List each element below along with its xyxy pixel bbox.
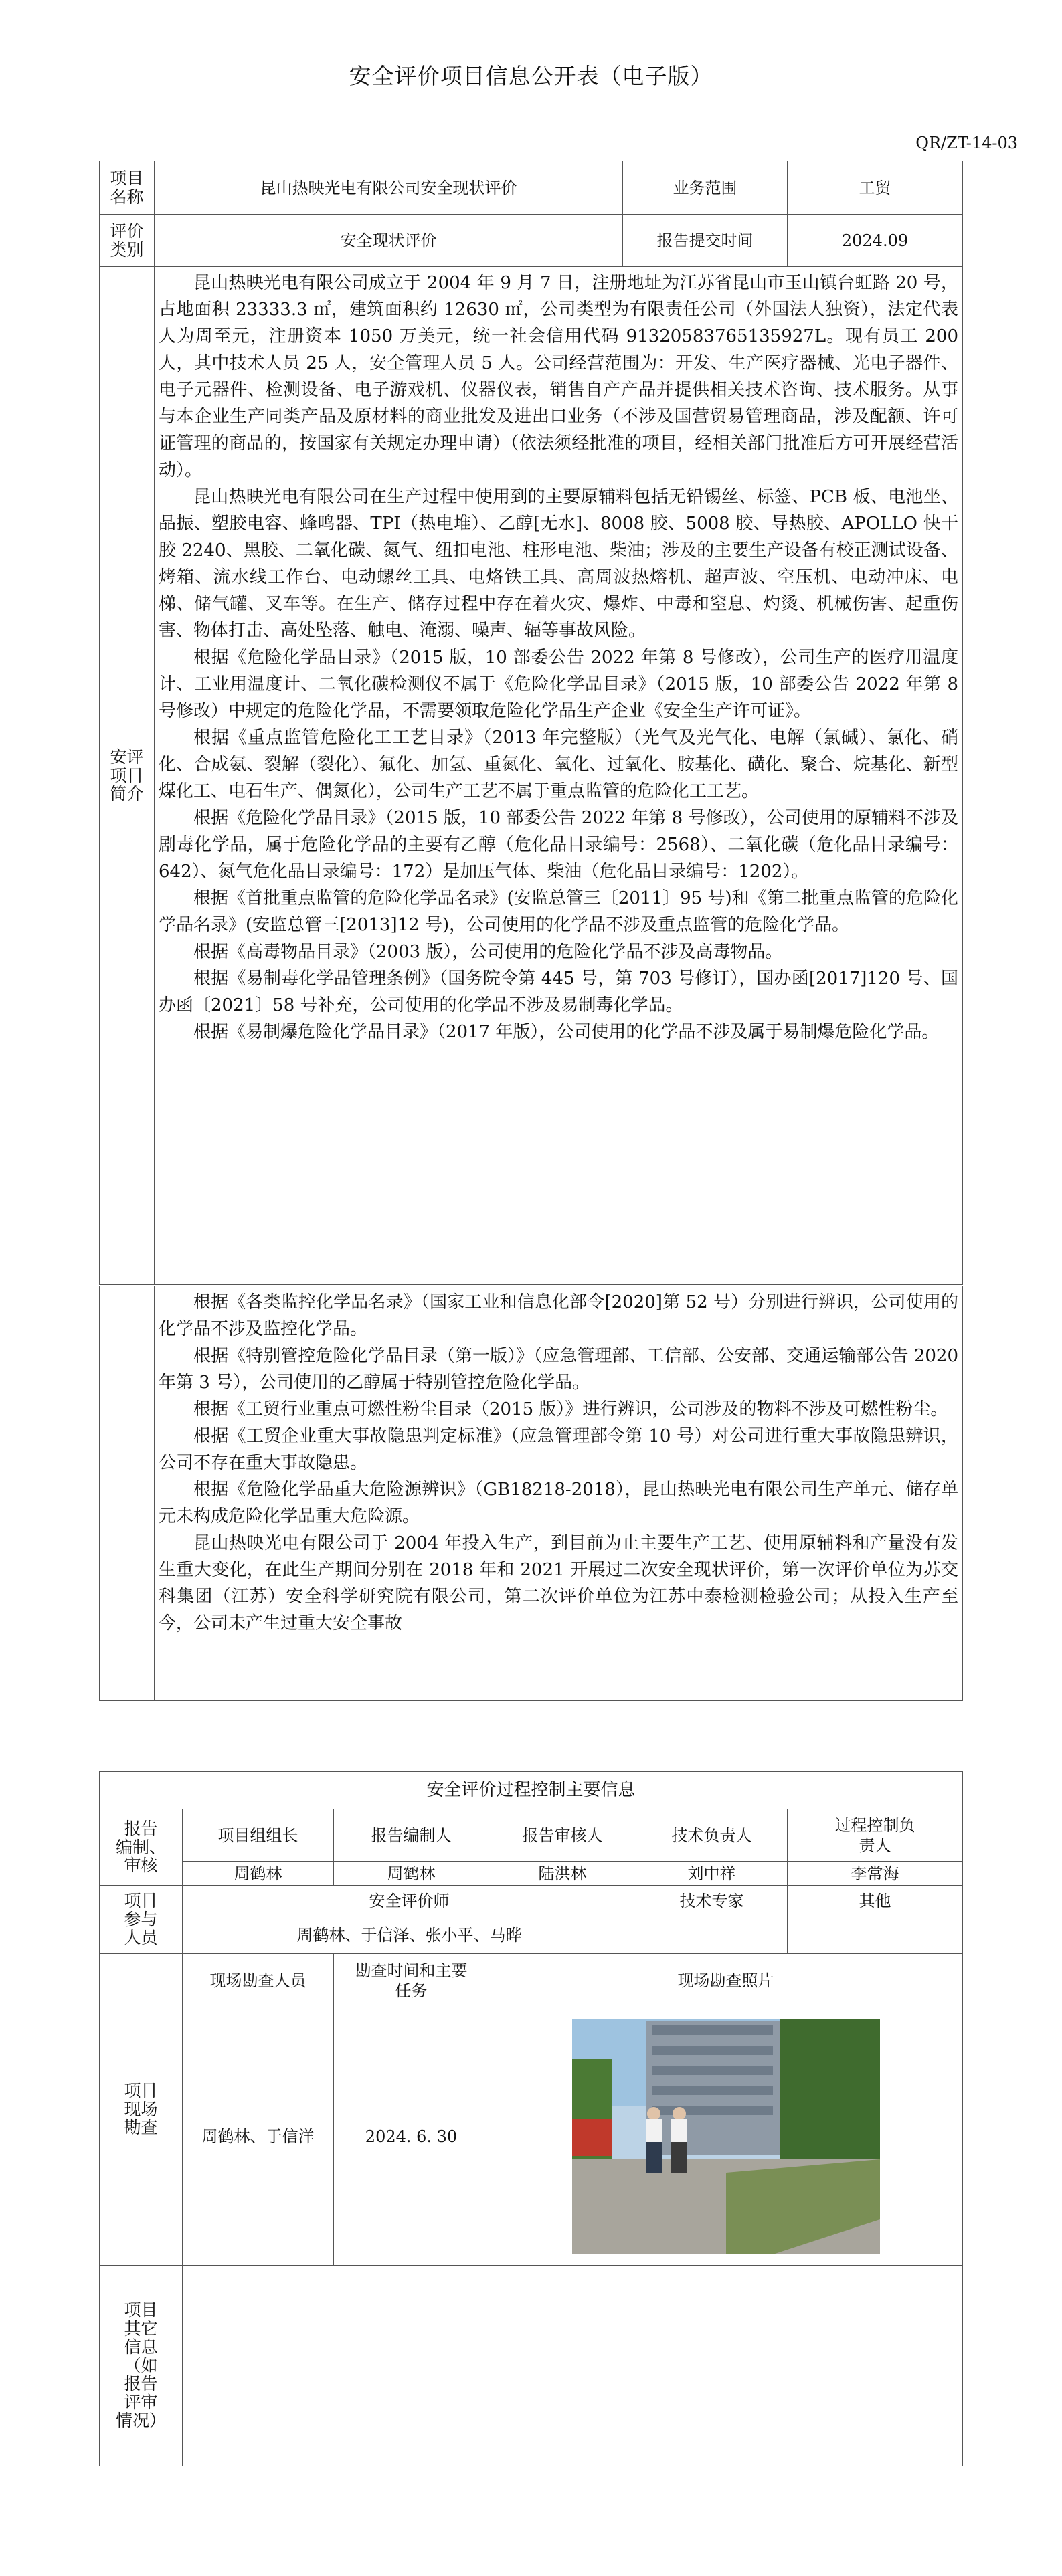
report-reviewer-value: 陆洪林 — [489, 1862, 636, 1886]
summary-paragraph: 昆山热映光电有限公司在生产过程中使用到的主要原辅料包括无铅锡丝、标签、PCB 板、电池坐、晶振、塑胶电容、蜂鸣器、TPI（热电堆）、乙醇[无水]、8008 胶、5008 胶、导热胶、APOLLO 快干胶 2240、黑胶、二氧化碳、氮气、纽扣电池、柱形电池、柴油；涉及的主要生产设备有校正测试设备、烤箱、流水线工作台、电动螺丝工具、电烙铁工具、高周波热熔机、超声波、空压机、电动冲床、电梯、储气罐、叉车等。在生产、储存过程中存在着火灾、爆炸、中毒和窒息、灼烫、机械伤害、起重伤害、物体打击、高处坠落、触电、淹溺、噪声、辐等事故风险。 — [159, 487, 958, 641]
summary-paragraph: 昆山热映光电有限公司于 2004 年投入生产，到目前为止主要生产工艺、使用原辅料和产量没有发生重大变化，在此生产期间分别在 2018 年和 2021 开展过二次安全现状评价，第一次评价单位为苏交科集团（江苏）安全科学研究院有限公司，第二次评价单位为江苏中泰检测检验公司；从投入生产至今，公司未产生过重大安全事故 — [159, 1533, 958, 1633]
continuation-body — [155, 1286, 963, 1701]
summary-paragraph: 根据《首批重点监管的危险化学品名录》(安监总管三〔2011〕95 号)和《第二批重点监管的危险化学品名录》(安监总管三[2013]12 号)，公司使用的化学品不涉及重点监管的危险化学品。 — [159, 888, 958, 935]
summary-paragraph: 根据《工贸企业重大事故隐患判定标准》（应急管理部令第 10 号）对公司进行重大事故隐患辨识，公司不存在重大事故隐患。 — [159, 1426, 958, 1473]
evaluator-label: 安全评价师 — [183, 1886, 636, 1916]
process-control-title: 安全评价过程控制主要信息 — [100, 1772, 963, 1809]
summary-label: 安评 项目 简介 — [100, 267, 155, 1285]
eval-type-value: 安全现状评价 — [155, 215, 623, 267]
summary-body — [155, 267, 963, 1285]
summary-paragraph: 根据《易制毒化学品管理条例》（国务院令第 445 号，第 703 号修订），国办函[2017]120 号、国办函〔2021〕58 号补充，公司使用的化学品不涉及易制毒化学品。 — [159, 969, 958, 1015]
eval-type-label: 评价 类别 — [100, 215, 155, 267]
other-value — [788, 1916, 963, 1954]
continuation-label-cell — [100, 1286, 155, 1701]
header-report-author: 报告编制人 — [334, 1809, 489, 1862]
process-control-table — [99, 1771, 963, 2466]
tech-lead-value: 刘中祥 — [636, 1862, 788, 1886]
site-survey-label: 项目 现场 勘查 — [100, 1954, 183, 2266]
report-staff-label: 报告 编制、 审核 — [100, 1809, 183, 1886]
process-control-lead-value: 李常海 — [788, 1862, 963, 1886]
business-scope-label: 业务范围 — [623, 161, 788, 215]
summary-paragraph: 根据《危险化学品目录》（2015 版，10 部委公告 2022 年第 8 号修改），公司使用的原辅料不涉及剧毒化学品，属于危险化学品的主要有乙醇（危化品目录编号：2568）、二氧化碳（危化品目录编号：642）、氮气危化品目录编号：172）是加压气体、柴油（危化品目录编号：1202）。 — [159, 808, 958, 882]
summary-paragraph: 根据《危险化学品目录》（2015 版，10 部委公告 2022 年第 8 号修改），公司生产的医疗用温度计、工业用温度计、二氧化碳检测仪不属于《危险化学品目录》（2015 版，10 部委公告 2022 年第 8 号修改）中规定的危险化学品，不需要领取危险化学品生产企业《安全生产许可证》。 — [159, 648, 958, 721]
summary-paragraph: 根据《易制爆危险化学品目录》（2017 年版），公司使用的化学品不涉及属于易制爆危险化学品。 — [193, 1022, 940, 1042]
header-tech-lead: 技术负责人 — [636, 1809, 788, 1862]
other-info-value — [183, 2266, 963, 2466]
site-header-date: 勘查时间和主要 任务 — [334, 1954, 489, 2007]
site-header-people: 现场勘查人员 — [183, 1954, 334, 2007]
header-process-control-lead: 过程控制负 责人 — [788, 1809, 963, 1862]
summary-paragraph: 根据《危险化学品重大危险源辨识》（GB18218-2018），昆山热映光电有限公司生产单元、储存单元未构成危险化学品重大危险源。 — [159, 1480, 958, 1526]
summary-paragraph: 根据《特别管控危险化学品目录（第一版）》（应急管理部、工信部、公安部、交通运输部公告 2020 年第 3 号），公司使用的乙醇属于特别管控危险化学品。 — [159, 1346, 958, 1393]
project-name-value: 昆山热映光电有限公司安全现状评价 — [155, 161, 623, 215]
site-photo-cell — [489, 2007, 963, 2266]
summary-continuation-table — [99, 1286, 963, 1701]
report-date-value: 2024.09 — [788, 215, 963, 267]
report-date-label: 报告提交时间 — [623, 215, 788, 267]
site-date-value: 2024. 6. 30 — [334, 2007, 489, 2266]
summary-paragraph: 根据《工贸行业重点可燃性粉尘目录（2015 版）》进行辨识，公司涉及的物料不涉及可燃性粉尘。 — [193, 1399, 948, 1419]
evaluators-value: 周鹤林、于信泽、张小平、马晔 — [183, 1916, 636, 1954]
other-label: 其他 — [788, 1886, 963, 1916]
tech-expert-label: 技术专家 — [636, 1886, 788, 1916]
site-photo — [572, 2019, 880, 2254]
header-team-leader: 项目组组长 — [183, 1809, 334, 1862]
other-info-label: 项目 其它 信息 （如 报告 评审 情况） — [100, 2266, 183, 2466]
document-title: 安全评价项目信息公开表（电子版） — [349, 63, 713, 89]
business-scope-value: 工贸 — [788, 161, 963, 215]
summary-paragraph: 根据《重点监管危险化工工艺目录》（2013 年完整版）（光气及光气化、电解（氯碱）、氯化、硝化、合成氨、裂解（裂化）、氟化、加氢、重氮化、氧化、过氧化、胺基化、磺化、聚合、烷基化、新型煤化工、电石生产、偶氮化），公司生产工艺不属于重点监管的危险化工工艺。 — [159, 728, 958, 801]
summary-paragraph: 根据《高毒物品目录》（2003 版），公司使用的危险化学品不涉及高毒物品。 — [193, 942, 783, 962]
site-people-value: 周鹤林、于信洋 — [183, 2007, 334, 2266]
members-label: 项目 参与 人员 — [100, 1886, 183, 1954]
summary-paragraph: 昆山热映光电有限公司成立于 2004 年 9 月 7 日，注册地址为江苏省昆山市玉山镇台虹路 20 号，占地面积 23333.3 ㎡，建筑面积约 12630 ㎡，公司类型为有限责任公司（外国法人独资），法定代表人为周至元，注册资本 1050 万美元，统一社会信用代码 91320583765135927L。现有员工 200 人，其中技术人员 25 人，安全管理人员 5 人。公司经营范围为：开发、生产医疗器械、光电子器件、电子元器件、检测设备、电子游戏机、仪器仪表，销售自产产品并提供相关技术咨询、技术服务。从事与本企业生产同类产品及原材料的商业批发及进出口业务（不涉及国营贸易管理商品，涉及配额、许可证管理的商品的，按国家有关规定办理申请）（依法须经批准的项目，经相关部门批准后方可开展经营活动）。 — [159, 273, 958, 480]
header-report-reviewer: 报告审核人 — [489, 1809, 636, 1862]
site-header-photo: 现场勘查照片 — [489, 1954, 963, 2007]
project-info-table — [99, 161, 963, 1285]
document-number: QR/ZT-14-03 — [915, 134, 1018, 153]
project-name-label: 项目 名称 — [100, 161, 155, 215]
team-leader-value: 周鹤林 — [183, 1862, 334, 1886]
tech-expert-value — [636, 1916, 788, 1954]
summary-paragraph: 根据《各类监控化学品名录》（国家工业和信息化部令[2020]第 52 号）分别进行辨识，公司使用的化学品不涉及监控化学品。 — [159, 1292, 958, 1339]
report-author-value: 周鹤林 — [334, 1862, 489, 1886]
